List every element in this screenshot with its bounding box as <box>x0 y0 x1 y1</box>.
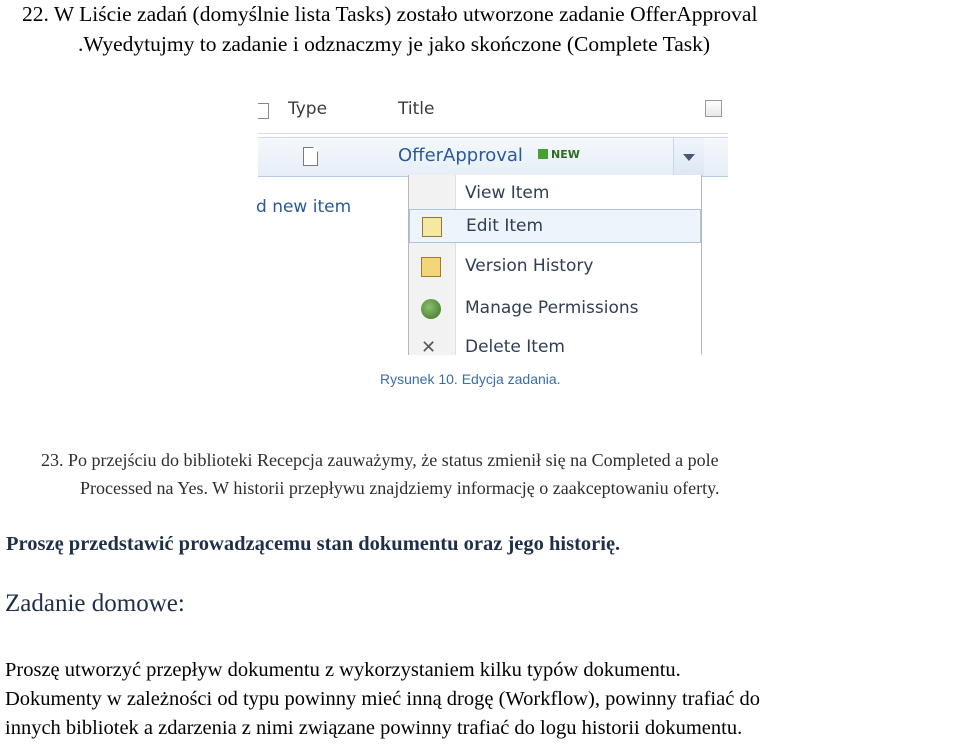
edit-icon <box>422 217 442 237</box>
homework-heading: Zadanie domowe: <box>5 590 185 617</box>
step-22-line-1: 22. W Liście zadań (domyślnie lista Tasks) zostało utworzone zadanie OfferApproval <box>22 2 758 26</box>
item-context-menu <box>408 175 702 358</box>
header-divider <box>258 133 728 134</box>
homework-line-2: Dokumenty w zależności od typu powinny mieć inną drogę (Workflow), powinny trafiać do <box>5 688 760 710</box>
homework-line-1: Proszę utworzyć przepływ dokumentu z wykorzystaniem kilku typów dokumentu. <box>5 659 681 681</box>
chevron-down-icon <box>683 154 695 161</box>
menu-item-label: Edit Item <box>466 216 544 236</box>
item-menu-dropdown-button[interactable] <box>673 138 704 176</box>
permissions-icon <box>421 299 441 319</box>
delete-icon: ✕ <box>421 337 437 358</box>
list-header-row <box>258 93 728 127</box>
item-title-link[interactable]: OfferApproval <box>398 145 523 166</box>
menu-item-view[interactable] <box>409 177 701 211</box>
title-column-header[interactable]: Title <box>398 99 435 119</box>
add-new-item-link[interactable]: d new item <box>256 197 352 217</box>
list-item-row[interactable] <box>258 137 728 177</box>
screenshot-figure <box>256 93 728 358</box>
menu-item-manage-permissions[interactable] <box>409 292 701 326</box>
new-icon <box>538 149 548 159</box>
document-icon <box>303 147 318 166</box>
menu-item-label: Delete Item <box>465 337 565 357</box>
step-22-line-2: .Wyedytujmy to zadanie i odznaczmy je jako skończone (Complete Task) <box>78 32 711 56</box>
menu-item-label: Manage Permissions <box>465 298 639 318</box>
menu-item-label: View Item <box>465 183 550 203</box>
step-23-line-2: Processed na Yes. W historii przepływu znajdziemy informację o zaakceptowaniu oferty. <box>80 478 720 498</box>
version-history-icon <box>421 257 441 277</box>
menu-item-edit[interactable] <box>409 209 701 243</box>
instruction-bold: Proszę przedstawić prowadzącemu stan dokumentu oraz jego historię. <box>6 533 621 555</box>
menu-item-label: Version History <box>465 256 594 276</box>
new-badge-label: NEW <box>551 148 580 161</box>
homework-line-3: innych bibliotek a zdarzenia z nimi związane powinny trafiać do logu historii dokumentu. <box>5 717 743 739</box>
select-all-checkbox[interactable] <box>705 100 722 117</box>
column-icon <box>258 103 269 119</box>
figure-caption: Rysunek 10. Edycja zadania. <box>380 371 561 387</box>
menu-item-delete[interactable] <box>409 331 701 365</box>
menu-item-version-history[interactable] <box>409 250 701 284</box>
step-23-line-1: 23. Po przejściu do biblioteki Recepcja zauważymy, że status zmienił się na Completed a pole <box>41 450 719 470</box>
new-badge <box>538 148 580 161</box>
type-column-header[interactable]: Type <box>288 99 328 119</box>
